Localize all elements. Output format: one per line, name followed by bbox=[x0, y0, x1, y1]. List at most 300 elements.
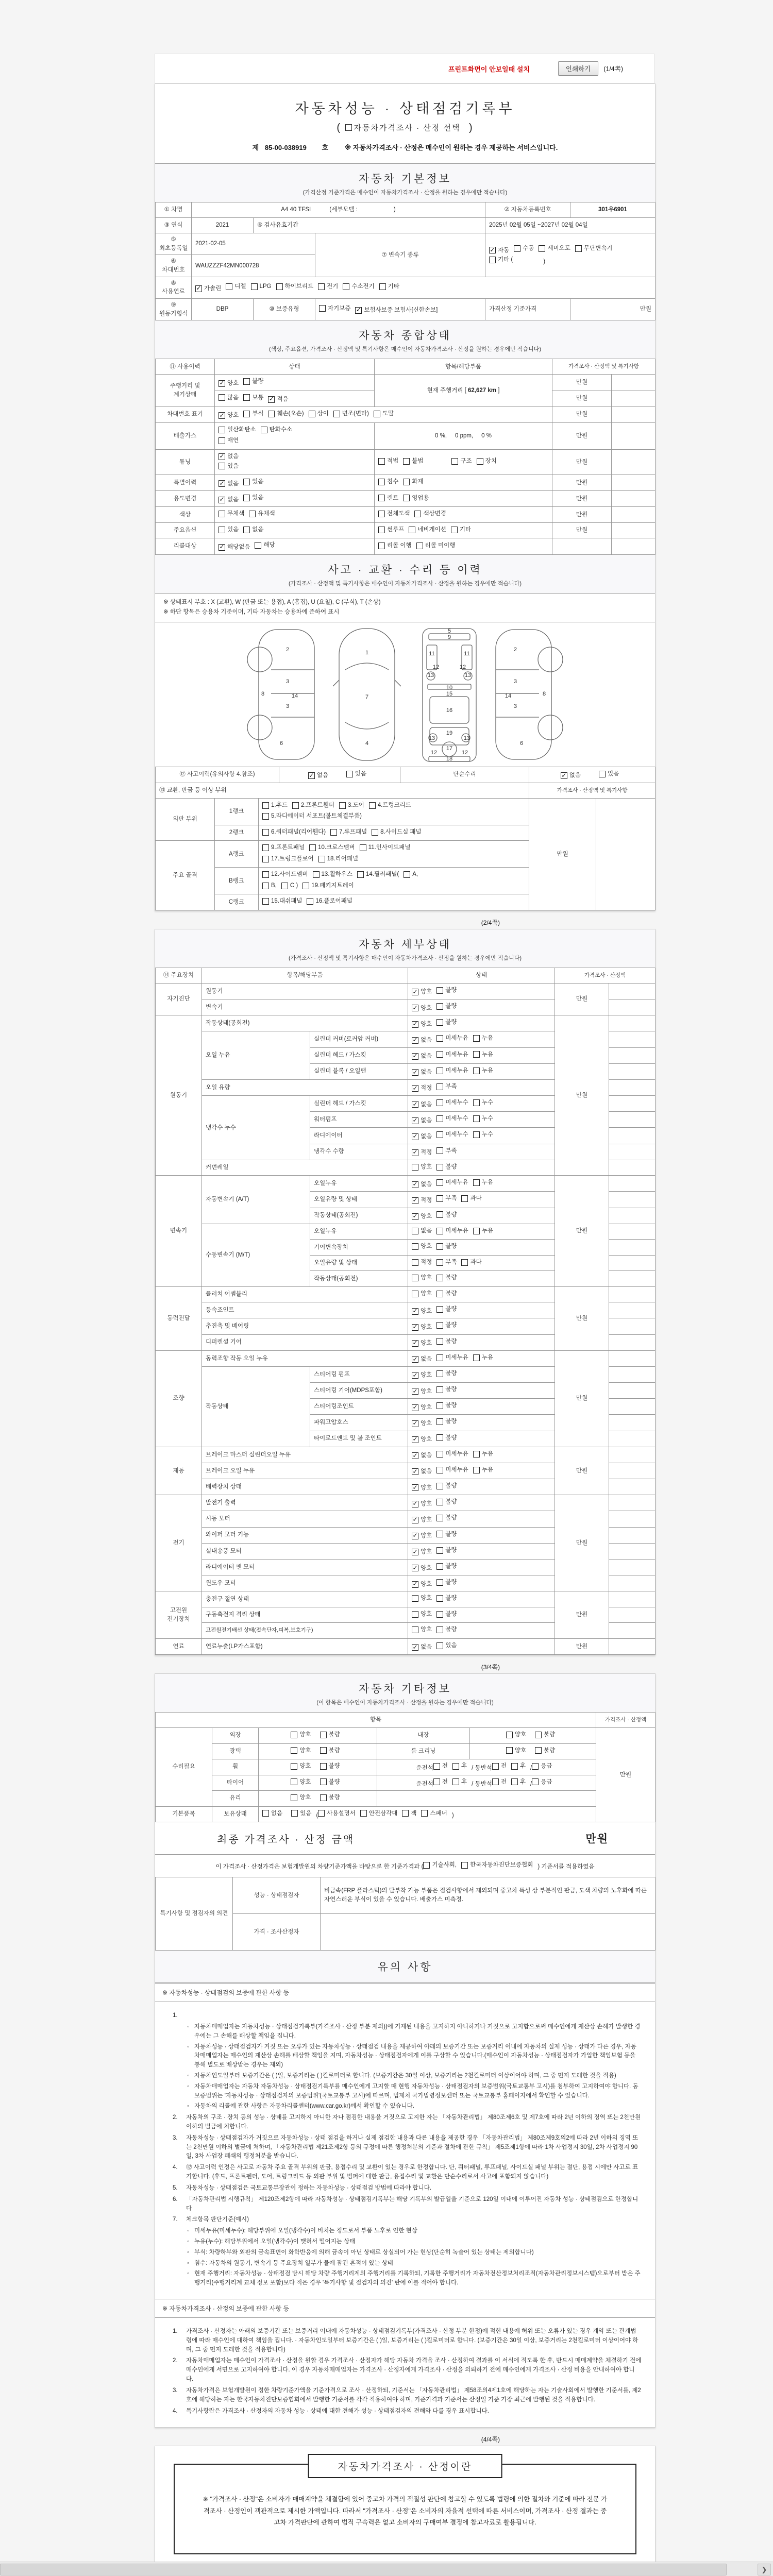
checkbox-label: 불량 bbox=[328, 1794, 340, 1801]
table-cell: 오일 누유 bbox=[202, 1031, 310, 1080]
table-cell bbox=[609, 1192, 656, 1208]
checkbox-box-icon bbox=[421, 1810, 428, 1817]
checkbox-box-icon bbox=[360, 844, 366, 851]
checkbox-label: 양호 bbox=[421, 1372, 432, 1379]
table-cell: 자기진단 bbox=[156, 983, 202, 1015]
checkbox bbox=[309, 410, 329, 418]
checkbox-box-icon bbox=[319, 305, 326, 312]
checkbox-label: 응급 bbox=[541, 1763, 552, 1770]
scrollbar-thumb[interactable] bbox=[0, 2564, 727, 2575]
table-cell: 작동상태(공회전) bbox=[310, 1208, 408, 1224]
table-cell bbox=[215, 449, 375, 474]
table-cell bbox=[609, 1112, 656, 1128]
checkbox-box-icon bbox=[436, 1467, 443, 1473]
checkbox bbox=[436, 1562, 457, 1571]
checkbox bbox=[532, 1778, 552, 1787]
table-cell: 연료누출(LP가스포함) bbox=[202, 1638, 408, 1654]
table-cell bbox=[609, 1031, 656, 1047]
checkbox-checked bbox=[412, 1148, 432, 1157]
table-cell: 발전기 출력 bbox=[202, 1495, 408, 1511]
table-cell: ① 차명 bbox=[156, 202, 192, 218]
table-cell: ④ 검사유효기간 bbox=[254, 218, 485, 233]
table-cell: 만원 bbox=[596, 1728, 656, 1822]
checkbox-label: 양호 bbox=[421, 1021, 432, 1027]
table-cell: ⑫ 사고이력(유의사항 4.참조) bbox=[156, 767, 279, 783]
checkbox-box-icon bbox=[262, 802, 269, 809]
table-cell: WAUZZZF42MN000728 bbox=[192, 255, 315, 277]
checkbox-label: 불량 bbox=[445, 1306, 457, 1313]
legend-line-1: ※ 상태표시 부호 : X (교환), W (판금 또는 용접), A (흠집), U (요철), C (부식), T (손상) bbox=[163, 599, 381, 605]
table-cell: 자동변속기 (A/T) bbox=[202, 1176, 310, 1224]
notice-item bbox=[173, 2327, 642, 2354]
legend-line-2: ※ 하단 항목은 승용차 기준이며, 기타 자동차는 승용차에 준하여 표시 bbox=[163, 609, 340, 616]
table-cell bbox=[408, 1015, 555, 1031]
checkbox-label: 디젤 bbox=[234, 283, 246, 290]
checkbox-box-icon bbox=[436, 1370, 443, 1377]
text: / 동반석 bbox=[472, 1765, 492, 1771]
table-cell: 만원 bbox=[555, 1495, 609, 1591]
table-cell: 외장 bbox=[212, 1728, 259, 1744]
checkbox bbox=[378, 510, 410, 518]
bold-value: 62,627 km bbox=[468, 387, 498, 394]
checkbox-box-icon bbox=[511, 1763, 518, 1770]
checkbox-box-icon bbox=[473, 1467, 480, 1473]
table-cell: ⑬ 교환, 판금 등 이상 부위 bbox=[156, 783, 529, 798]
table-cell bbox=[408, 1112, 555, 1128]
print-button[interactable]: 인쇄하기 bbox=[558, 61, 598, 76]
checkbox-label: 기타 bbox=[459, 526, 472, 533]
checkbox-label: 화재 bbox=[412, 479, 424, 485]
checkbox bbox=[539, 244, 570, 253]
checkbox-label: 후 bbox=[461, 1763, 467, 1770]
table-cell bbox=[612, 406, 656, 422]
bullet-icon: ◦ bbox=[187, 2228, 190, 2234]
checkbox bbox=[226, 282, 246, 291]
checkbox-box-icon bbox=[412, 1517, 418, 1523]
other-info-table bbox=[155, 1712, 655, 1822]
table-cell: ⑧ 사용연료 bbox=[156, 277, 192, 298]
svg-text:3: 3 bbox=[285, 703, 290, 709]
checkbox-label: 불량 bbox=[445, 1626, 457, 1633]
table-cell: 2021 bbox=[192, 218, 254, 233]
table-cell: 만원 bbox=[555, 1350, 609, 1447]
checkbox-box-icon bbox=[461, 1195, 468, 1202]
table-cell: 가격조사 · 산정액 bbox=[596, 1713, 656, 1728]
checkbox bbox=[436, 1546, 457, 1555]
table-cell bbox=[408, 1063, 555, 1079]
checkbox bbox=[319, 304, 350, 313]
table-cell bbox=[408, 1240, 555, 1256]
table-cell: 냉각수 누수 bbox=[202, 1096, 310, 1160]
table-cell: 가격조사 · 산정액 및 특기사항 bbox=[552, 359, 656, 375]
svg-text:10: 10 bbox=[446, 684, 453, 691]
checkbox-label: 불량 bbox=[445, 1595, 457, 1602]
checkbox bbox=[291, 1747, 311, 1755]
checkbox-box-icon bbox=[412, 1133, 418, 1140]
checkbox bbox=[412, 1163, 432, 1172]
table-cell bbox=[375, 538, 552, 554]
checkbox bbox=[409, 526, 446, 534]
table-cell bbox=[279, 767, 400, 783]
checkbox-box-icon bbox=[379, 283, 386, 290]
checkbox-box-icon bbox=[535, 1732, 542, 1738]
table-cell: 전기 bbox=[156, 1495, 202, 1591]
checkbox-box-icon bbox=[403, 495, 410, 501]
table-cell bbox=[609, 1495, 656, 1511]
notice-item bbox=[173, 2386, 642, 2405]
checkbox bbox=[436, 1082, 457, 1091]
checkbox-box-icon bbox=[412, 1164, 418, 1171]
checkbox-checked bbox=[412, 1516, 432, 1524]
text: 0 ppm, bbox=[455, 433, 474, 439]
text: ) bbox=[393, 207, 396, 213]
bullet-icon: ◦ bbox=[187, 2249, 190, 2256]
table-cell bbox=[375, 375, 552, 406]
table-cell: 동력전달 bbox=[156, 1286, 202, 1350]
checkbox-box-icon bbox=[412, 1213, 418, 1220]
checkbox-box-icon bbox=[378, 511, 385, 517]
table-cell: ⑥ 차대번호 bbox=[156, 255, 192, 277]
table-cell: DBP bbox=[192, 299, 254, 320]
checkbox bbox=[436, 1066, 468, 1075]
checkbox-label: 미세누유 bbox=[445, 1227, 468, 1234]
checkbox bbox=[219, 426, 256, 434]
checkbox-box-icon bbox=[477, 458, 483, 465]
checkbox-label: 훼손(오손) bbox=[277, 410, 304, 417]
table-cell bbox=[609, 1415, 656, 1431]
checkbox-label: 한국자동차진단보증협회 bbox=[470, 1862, 533, 1869]
notice-item-text: ⑫ 사고이력 인정은 사고로 자동차 주요 골격 부위의 판금, 용접수리 및 교환이 있는 경우로 한정합니다. 단, 쿼터패널, 루프패널, 사이드실 패널 부위는 절단, 용접 시에만 사고로 표기합니다. (후드, 프론트펜더, 도어, 트렁크리드 등 외판 부위 및 범퍼에 대한 판금, 용접수리 및 교환은 단순수리로서 사고에 포함되지 않습니다) bbox=[186, 2164, 638, 2180]
final-price-label: 최종 가격조사 · 산정 금액 bbox=[217, 1834, 355, 1845]
table-cell: 항목/해당부품 bbox=[202, 968, 408, 983]
checkbox-label: 없음 bbox=[569, 772, 581, 779]
checkbox bbox=[372, 828, 421, 837]
table-cell bbox=[609, 1334, 656, 1350]
page-1 bbox=[155, 83, 656, 911]
checkbox-label: 불량 bbox=[445, 1402, 457, 1409]
table-cell: 제동 bbox=[156, 1447, 202, 1495]
checkbox-label: 없음 bbox=[421, 1644, 432, 1651]
bullet-icon: ◦ bbox=[187, 2083, 190, 2090]
checkbox-checked bbox=[412, 1580, 432, 1589]
checkbox-label: 하이브리드 bbox=[284, 283, 314, 290]
checkbox bbox=[473, 1227, 493, 1235]
checkbox-box-icon bbox=[436, 1083, 443, 1090]
checkbox bbox=[346, 770, 366, 778]
svg-text:6: 6 bbox=[519, 740, 524, 747]
checkbox-label: 무단변속기 bbox=[583, 245, 613, 251]
table-cell bbox=[609, 983, 656, 999]
checkbox-checked bbox=[219, 379, 239, 388]
print-install-link[interactable]: 프린트화면이 안보일때 설치 bbox=[448, 65, 530, 73]
checkbox-label: 전 bbox=[442, 1778, 448, 1785]
checkbox bbox=[219, 436, 239, 445]
checkbox bbox=[320, 1778, 340, 1787]
page-indicator-1: (1/4쪽) bbox=[603, 65, 623, 73]
table-cell bbox=[259, 798, 529, 825]
checkbox-label: 양호 bbox=[421, 1005, 432, 1011]
checkbox-box-icon bbox=[412, 1117, 418, 1124]
checkbox-box-icon bbox=[307, 898, 313, 905]
checkbox bbox=[473, 1050, 493, 1059]
table-cell bbox=[485, 233, 656, 277]
checkbox-label: 불량 bbox=[328, 1747, 340, 1754]
checkbox bbox=[281, 882, 298, 890]
checkbox bbox=[320, 1793, 340, 1802]
text: / bbox=[530, 1765, 532, 1771]
checkbox-checked bbox=[412, 1371, 432, 1380]
notice-sub-item bbox=[187, 2072, 642, 2081]
checkbox-box-icon bbox=[436, 1211, 443, 1218]
checkbox-label: 11.인사이드패널 bbox=[368, 844, 411, 851]
checkbox-box-icon bbox=[436, 1147, 443, 1154]
checkbox-box-icon bbox=[599, 771, 606, 777]
checkbox-label: 누유 bbox=[481, 1450, 493, 1457]
table-cell: ⑨ 원동기형식 bbox=[156, 299, 192, 320]
checkbox bbox=[219, 394, 239, 402]
checkbox-box-icon bbox=[345, 124, 352, 131]
svg-text:19: 19 bbox=[446, 730, 453, 736]
checkbox-label: 누유 bbox=[481, 1179, 493, 1186]
table-cell bbox=[408, 1079, 555, 1095]
table-cell bbox=[408, 1224, 555, 1240]
checkbox bbox=[412, 1625, 432, 1634]
section-accident-title: 사고 · 교환 · 수리 등 이력 bbox=[328, 564, 482, 576]
checkbox-box-icon bbox=[412, 1340, 418, 1347]
exchange-panel-table-table bbox=[155, 783, 656, 910]
notice-body bbox=[155, 2318, 655, 2427]
scrollbar-right-arrow-icon[interactable]: ❯ bbox=[758, 2564, 771, 2575]
checkbox bbox=[423, 1860, 457, 1870]
checkbox bbox=[436, 1578, 457, 1587]
checkbox-box-icon bbox=[412, 1436, 418, 1443]
checkbox bbox=[421, 1809, 447, 1818]
table-cell bbox=[377, 1759, 596, 1775]
checkbox-box-icon bbox=[412, 1372, 418, 1379]
checkbox-box-icon bbox=[412, 1259, 418, 1266]
table-cell: 만원 bbox=[529, 798, 596, 910]
checkbox-box-icon bbox=[436, 1626, 443, 1633]
checkbox-label: 양호 bbox=[421, 1213, 432, 1220]
table-cell bbox=[408, 1350, 555, 1366]
checkbox-box-icon bbox=[535, 1747, 542, 1754]
text: A4 40 TFSI bbox=[281, 207, 311, 213]
checkbox-box-icon bbox=[451, 458, 458, 465]
checkbox bbox=[451, 457, 472, 466]
checkbox bbox=[291, 1778, 311, 1787]
checkbox-box-icon bbox=[436, 1275, 443, 1281]
checkbox bbox=[461, 1860, 533, 1870]
checkbox-box-icon bbox=[436, 1515, 443, 1521]
table-cell bbox=[609, 1607, 656, 1623]
checkbox-label: 불량 bbox=[445, 1243, 457, 1250]
notice-sub-item bbox=[187, 2269, 642, 2288]
checkbox-label: 수소전기 bbox=[351, 283, 375, 290]
section-basic-info bbox=[155, 163, 655, 202]
checkbox-label: 양호 bbox=[421, 1626, 432, 1633]
table-cell bbox=[408, 1415, 555, 1431]
checkbox-label: 누유 bbox=[481, 1035, 493, 1042]
table-cell bbox=[408, 1176, 555, 1192]
horizontal-scrollbar[interactable] bbox=[0, 2562, 773, 2576]
checkbox bbox=[436, 1098, 468, 1107]
table-cell: 만원 bbox=[552, 475, 612, 491]
checkbox-box-icon bbox=[276, 283, 283, 290]
checkbox-label: 없음 bbox=[421, 1181, 432, 1188]
checkbox bbox=[343, 282, 374, 291]
table-cell bbox=[408, 1334, 555, 1350]
checkbox-label: 양호 bbox=[421, 1243, 432, 1250]
notice-item bbox=[173, 2195, 642, 2214]
checkbox bbox=[262, 897, 302, 906]
table-cell: 광택 bbox=[212, 1743, 259, 1759]
car-damage-diagram bbox=[155, 622, 655, 767]
checkbox-box-icon bbox=[436, 1164, 443, 1171]
table-cell bbox=[408, 983, 555, 999]
checkbox bbox=[412, 1274, 432, 1282]
checkbox-box-icon bbox=[412, 1626, 418, 1633]
checkbox-box-icon bbox=[309, 411, 315, 417]
checkbox-box-icon bbox=[436, 1003, 443, 1010]
table-cell: ③ 연식 bbox=[156, 218, 192, 233]
table-cell: 가격산정 기준가격 bbox=[485, 299, 570, 320]
section-other-title: 자동차 기타정보 bbox=[359, 1683, 451, 1696]
checkbox bbox=[378, 541, 412, 550]
checkbox-box-icon bbox=[219, 412, 225, 419]
checkbox-box-icon bbox=[291, 1778, 297, 1785]
table-cell bbox=[375, 475, 552, 491]
checkbox bbox=[473, 1178, 493, 1187]
table-cell: 만원 bbox=[552, 449, 612, 474]
checkbox-label: 불량 bbox=[445, 987, 457, 993]
table-cell bbox=[609, 1527, 656, 1543]
table-cell bbox=[612, 538, 656, 554]
text: ) bbox=[543, 259, 546, 265]
checkbox-box-icon bbox=[412, 1356, 418, 1363]
accident-history-row bbox=[155, 767, 655, 783]
checkbox-label: 누유 bbox=[481, 1354, 493, 1361]
svg-text:12: 12 bbox=[430, 749, 438, 756]
table-cell bbox=[609, 999, 656, 1015]
checkbox-box-icon bbox=[346, 771, 353, 777]
table-cell bbox=[408, 1302, 555, 1318]
checkbox-box-icon bbox=[412, 1581, 418, 1588]
checkbox-box-icon bbox=[436, 1179, 443, 1186]
checkbox-label: 불량 bbox=[445, 1483, 457, 1489]
table-cell: 작동상태 bbox=[202, 1366, 310, 1447]
checkbox-label: 없음 bbox=[421, 1053, 432, 1060]
svg-text:2: 2 bbox=[285, 646, 290, 653]
table-cell: 타이로드엔드 및 볼 조인트 bbox=[310, 1431, 408, 1447]
checkbox-box-icon bbox=[378, 458, 385, 465]
accident-history-row-table bbox=[155, 767, 656, 783]
notice-item bbox=[173, 2215, 642, 2225]
notice-item bbox=[173, 2357, 642, 2384]
checkbox-label: 불량 bbox=[445, 1434, 457, 1441]
table-cell bbox=[408, 1638, 555, 1654]
checkbox-label: 양호 bbox=[514, 1732, 527, 1738]
checkbox-label: 구조 bbox=[460, 458, 472, 465]
table-cell bbox=[259, 1775, 377, 1791]
price-standard-line bbox=[155, 1855, 655, 1877]
checkbox-label: 양호 bbox=[421, 1340, 432, 1347]
notice-item-number: 3. bbox=[173, 2387, 178, 2394]
checkbox-box-icon bbox=[268, 411, 275, 417]
checkbox-label: 사용설명서 bbox=[327, 1810, 356, 1817]
checkbox bbox=[436, 1337, 457, 1346]
checkbox-box-icon bbox=[412, 1549, 418, 1555]
checkbox-label: 누수 bbox=[481, 1099, 493, 1106]
special-opinion-table-table bbox=[155, 1877, 656, 1951]
checkbox-box-icon bbox=[412, 1085, 418, 1092]
checkbox-box-icon bbox=[489, 247, 496, 253]
table-cell bbox=[609, 1447, 656, 1463]
table-cell bbox=[609, 1255, 656, 1271]
checkbox bbox=[320, 1731, 340, 1739]
checkbox bbox=[357, 870, 399, 879]
bullet-icon: ◦ bbox=[187, 2072, 190, 2079]
notice-sub-item bbox=[187, 2227, 642, 2236]
checkbox bbox=[378, 457, 398, 466]
table-cell: B랭크 bbox=[215, 868, 259, 894]
document-subtitle bbox=[155, 122, 655, 134]
checkbox bbox=[436, 1641, 457, 1650]
checkbox-box-icon bbox=[243, 495, 250, 501]
checkbox-checked bbox=[412, 1068, 432, 1077]
notice-item bbox=[173, 2407, 642, 2416]
checkbox bbox=[436, 1466, 468, 1475]
svg-text:13: 13 bbox=[427, 672, 434, 679]
table-cell bbox=[408, 1463, 555, 1479]
checkbox-label: 미세누유 bbox=[445, 1179, 468, 1186]
checkbox-checked bbox=[412, 1323, 432, 1332]
page-2 bbox=[155, 929, 656, 1655]
checkbox-label: 일산화탄소 bbox=[227, 426, 256, 433]
checkbox-box-icon bbox=[262, 856, 269, 862]
checkbox-label: 매연 bbox=[227, 437, 239, 444]
table-cell: 수동변속기 (M/T) bbox=[202, 1224, 310, 1286]
checkbox-box-icon bbox=[251, 283, 258, 290]
table-cell bbox=[408, 1096, 555, 1112]
table-cell: 브레이크 마스터 실린더오일 누유 bbox=[202, 1447, 408, 1463]
checkbox-label: 13.휠하우스 bbox=[321, 871, 352, 878]
checkbox bbox=[436, 1002, 457, 1011]
checkbox-label: 불량 bbox=[445, 1338, 457, 1345]
table-cell bbox=[612, 449, 656, 474]
checkbox-label: 미세누유 bbox=[445, 1067, 468, 1074]
checkbox-box-icon bbox=[436, 1338, 443, 1345]
checkbox-box-icon bbox=[320, 1794, 327, 1801]
checkbox-box-icon bbox=[412, 1452, 418, 1459]
doc-no-suffix: 호 bbox=[322, 144, 329, 151]
checkbox-box-icon bbox=[262, 813, 269, 820]
svg-text:5: 5 bbox=[447, 628, 451, 634]
checkbox bbox=[511, 1762, 526, 1771]
checkbox-label: 도말 bbox=[382, 410, 394, 417]
checkbox bbox=[403, 494, 429, 503]
checkbox bbox=[339, 801, 364, 810]
table-cell bbox=[408, 999, 555, 1015]
checkbox-box-icon bbox=[412, 989, 418, 995]
checkbox-label: 누수 bbox=[481, 1115, 493, 1122]
table-cell bbox=[609, 1366, 656, 1382]
checkbox bbox=[374, 410, 394, 418]
intro-box-text: ※ "가격조사 · 산정"은 소비자가 매매계약을 체결함에 있어 중고차 가격의 적절성 판단에 참고할 수 있도록 법령에 의한 절차와 기준에 따라 전문 가격조사 · 산정인이 객관적으로 제시한 가액입니다. 따라서 "가격조사 · 산정"은 소비자의 자율적 선택에 따른 서비스이며, 가격조사 · 산정 결과는 중고차 가격판단에 관하여 법적 구속력은 없고 소비자의 구매여부 결정에 참고자료로 활용됩니다. bbox=[203, 2496, 608, 2527]
checkbox-label: B, bbox=[271, 882, 277, 889]
notice-item-number: 2. bbox=[173, 2114, 178, 2121]
notice-item bbox=[173, 2184, 642, 2193]
checkbox-box-icon bbox=[243, 394, 250, 401]
